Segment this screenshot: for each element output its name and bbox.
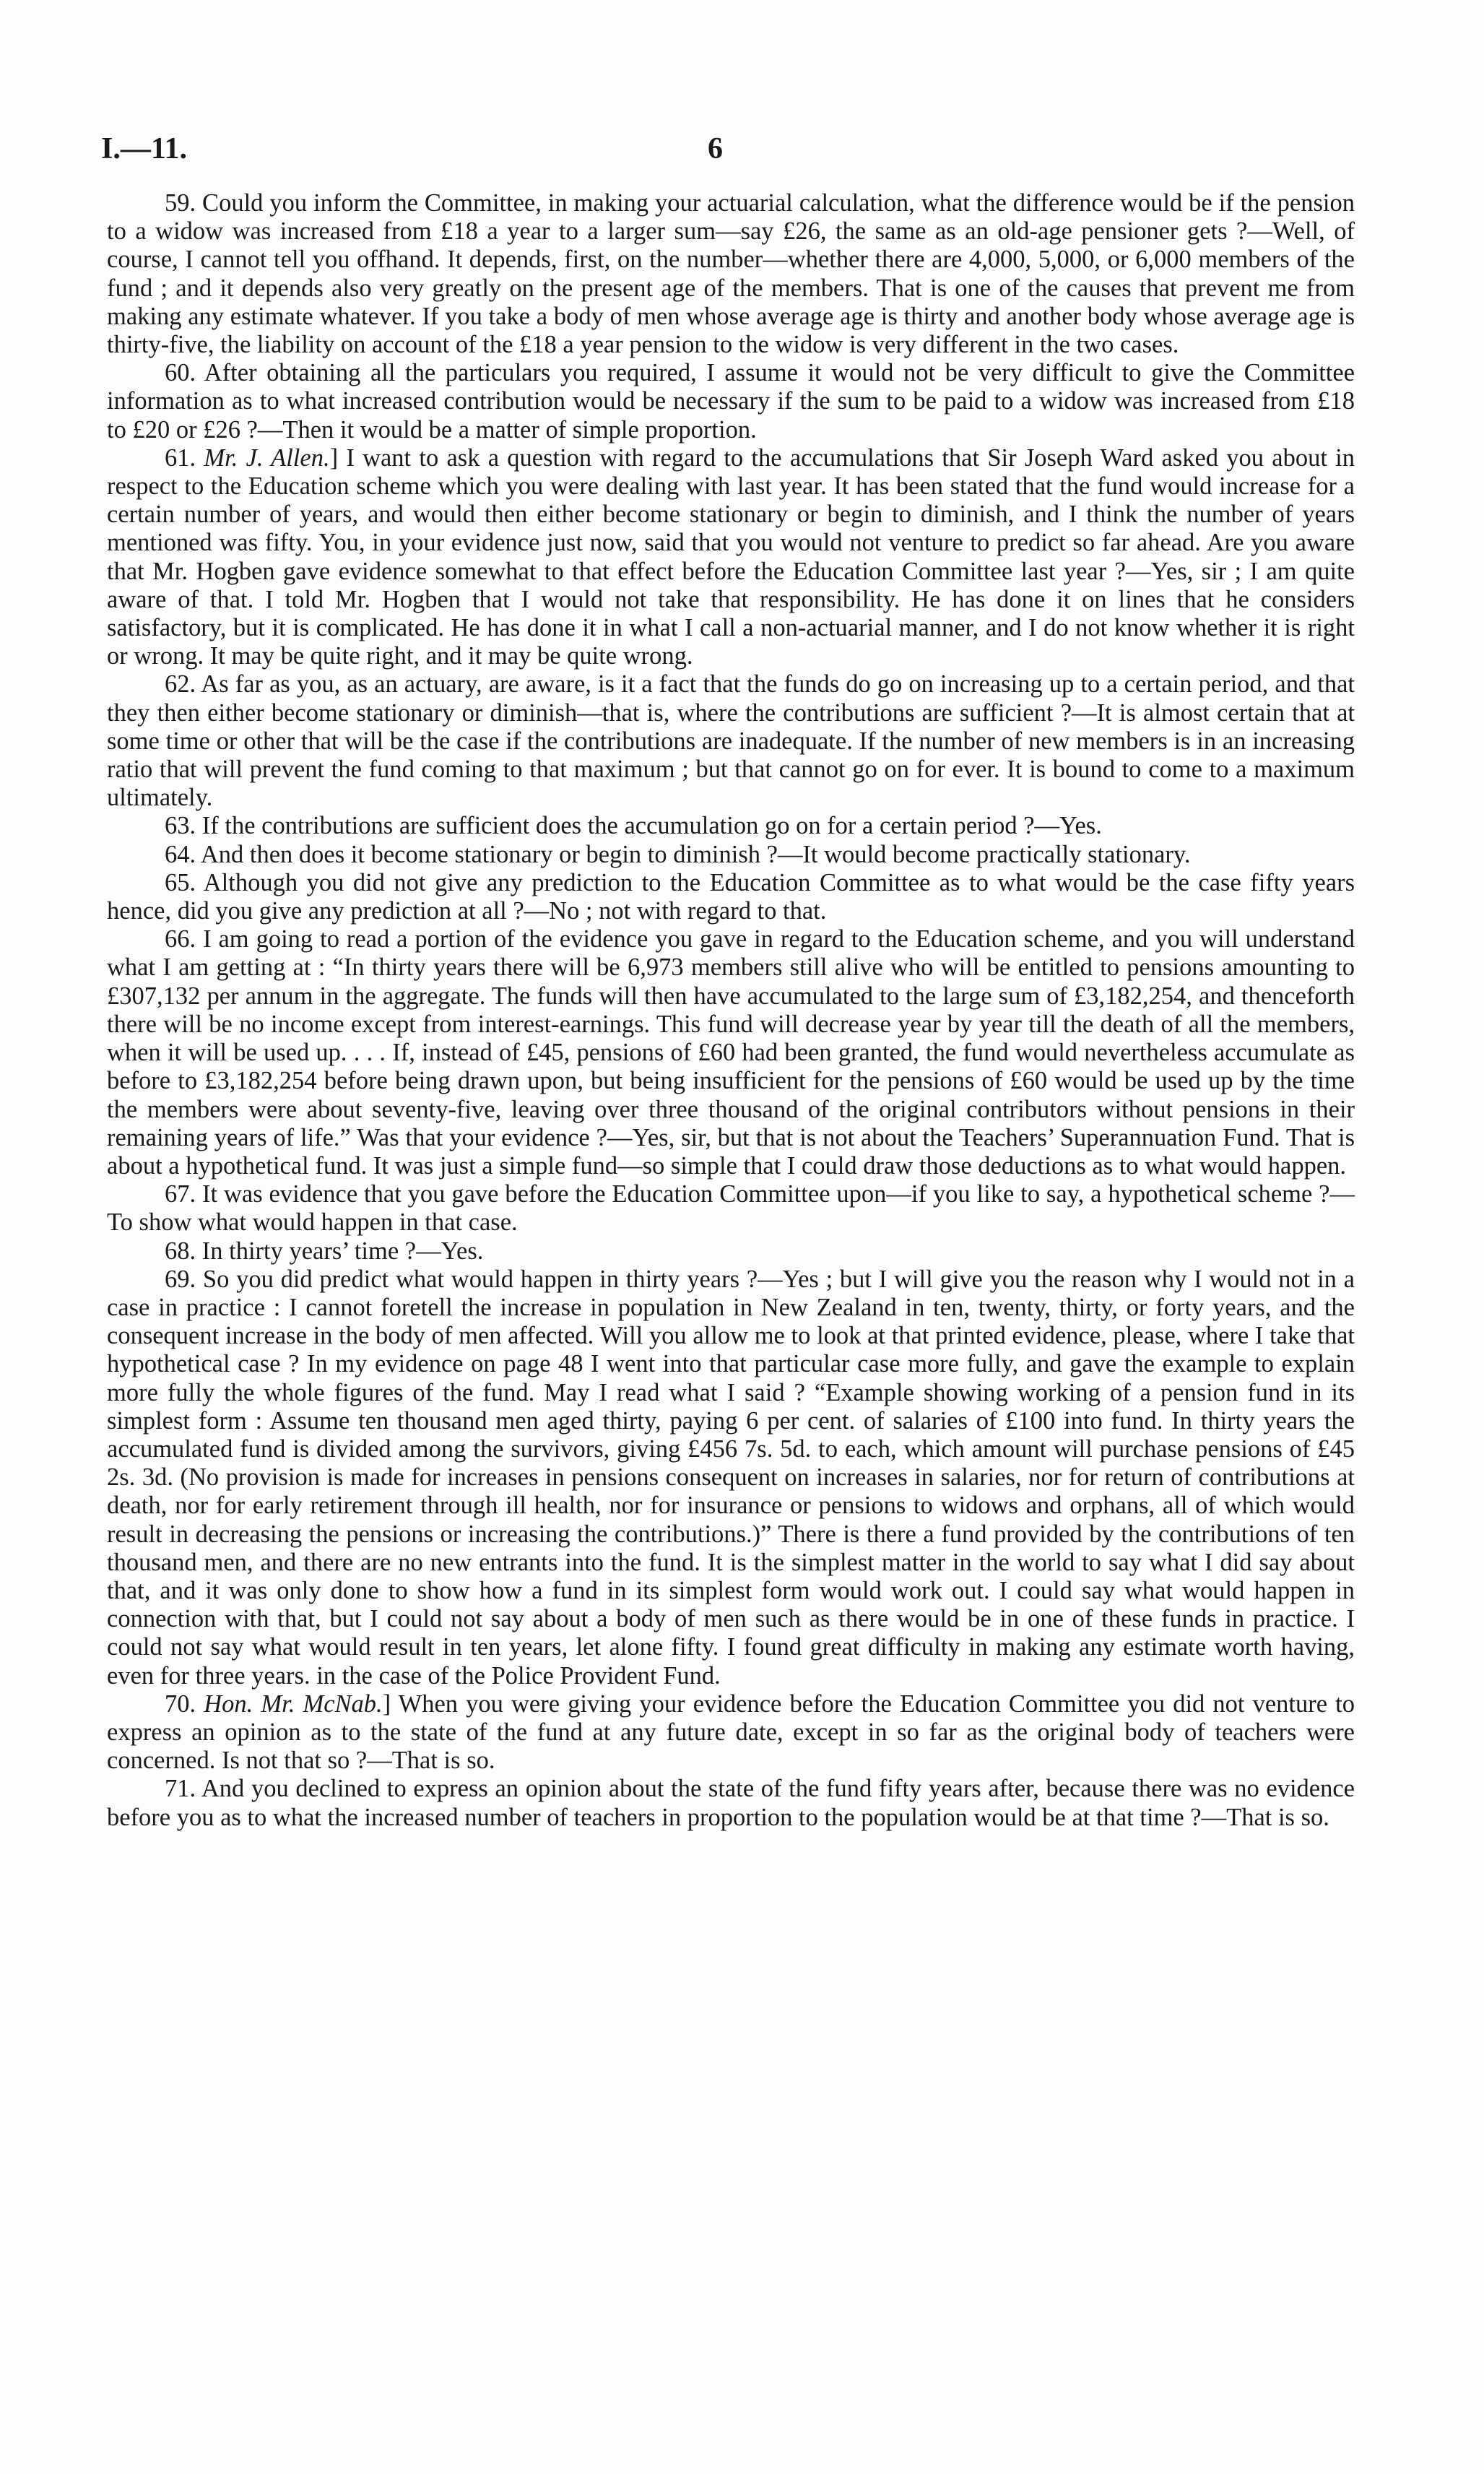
page-header xyxy=(101,131,1394,175)
paragraph-59: 59. Could you inform the Committee, in making your actuarial calculation, what the difference would be if the pension to a widow was increased from £18 a year to a larger sum—say £26, the same as an old-age pensioner gets ?—Well, of course, I cannot tell you offhand. It depends, first, on the number—whether there are 4,000, 5,000, or 6,000 members of the fund ; and it depends also very greatly on the present age of the members. That is one of the causes that prevent me from making any estimate whatever. If you take a body of men whose average age is thirty and another body whose average age is thirty-five, the liability on account of the £18 a year pension to the widow is very different in the two cases. xyxy=(107,189,1355,359)
paragraph-text: ] I want to ask a question with regard to the accumulations that Sir Joseph Ward asked you about in respect to the Education scheme which you were dealing with last year. It has been stated that the fund would increase for a certain number of years, and would then either become stationary or begin to diminish, and I think the number of years mentioned was fifty. You, in your evidence just now, said that you would not venture to predict so far ahead. Are you aware that Mr. Hogben gave evidence somewhat to that effect before the Education Committee last year ?—Yes, sir ; I am quite aware of that. I told Mr. Hogben that I would not take that responsibility. He has done it on lines that he considers satisfactory, but it is complicated. He has done it in what I call a non-actuarial manner, and I do not know whether it is right or wrong. It may be quite right, and it may be quite wrong. xyxy=(107,444,1355,670)
paragraph-71: 71. And you declined to express an opinion about the state of the fund fifty years after, because there was no evidence before you as to what the increased number of teachers in proportion to the population would be at that time ?—That is so. xyxy=(107,1775,1355,1831)
page-number: 6 xyxy=(708,132,723,165)
speaker-name: Hon. Mr. McNab. xyxy=(204,1690,383,1718)
paragraph-60: 60. After obtaining all the particulars you required, I assume it would not be very difficult to give the Committee information as to what increased contribution would be necessary if the sum to be paid to a widow was increased from £18 to £20 or £26 ?—Then it would be a matter of simple proportion. xyxy=(107,359,1355,444)
document-body xyxy=(107,189,1355,1832)
paragraph-61 xyxy=(107,444,1355,671)
speaker-name: Mr. J. Allen. xyxy=(204,444,330,472)
paragraph-69: 69. So you did predict what would happen in thirty years ?—Yes ; but I will give you the reason why I would not in a case in practice : I cannot foretell the increase in population in New Zealand in ten, twenty, thirty, or forty years, and the consequent increase in the body of men affected. Will you allow me to look at that printed evidence, please, where I take that hypothetical case ? In my evidence on page 48 I went into that particular case more fully, and gave the example to explain more fully the whole figures of the fund. May I read what I said ? “Example showing working of a pension fund in its simplest form : Assume ten thousand men aged thirty, paying 6 per cent. of salaries of £100 into fund. In thirty years the accumulated fund is divided among the survivors, giving £456 7s. 5d. to each, which amount will purchase pensions of £45 2s. 3d. (No provision is made for increases in pensions consequent on increases in salaries, nor for return of contributions at death, nor for early retirement through ill health, nor for insurance or pensions to widows and orphans, all of which would result in decreasing the pensions or increasing the contributions.)” There is there a fund provided by the contributions of ten thousand men, and there are no new entrants into the fund. It is the simplest matter in the world to say what I did say about that, and it was only done to show how a fund in its simplest form would work out. I could say what would happen in connection with that, but I could not say about a body of men such as there would be in one of these funds in practice. I could not say what would result in ten years, let alone fifty. I found great difficulty in making any estimate worth having, even for three years. in the case of the Police Provident Fund. xyxy=(107,1265,1355,1690)
paragraph-68: 68. In thirty years’ time ?—Yes. xyxy=(165,1237,484,1265)
paragraph-67: 67. It was evidence that you gave before the Education Committee upon—if you like to say, a hypothetical scheme ?—To show what would happen in that case. xyxy=(107,1180,1355,1237)
paragraph-64: 64. And then does it become stationary or begin to diminish ?—It would become practically stationary. xyxy=(165,840,1191,868)
question-number: 61. xyxy=(165,444,196,472)
question-number: 70. xyxy=(165,1690,196,1718)
paragraph-text: ] When you were giving your evidence before the Education Committee you did not venture to express an opinion as to the state of the fund at any future date, except in so far as the original body of teachers were concerned. Is not that so ?—That is so. xyxy=(107,1690,1355,1775)
paragraph-66: 66. I am going to read a portion of the evidence you gave in regard to the Education scheme, and you will understand what I am getting at : “In thirty years there will be 6,973 members still alive who will be entitled to pensions amounting to £307,132 per annum in the aggregate. The funds will then have accumulated to the large sum of £3,182,254, and thenceforth there will be no income except from interest-earnings. This fund will decrease year by year till the death of all the members, when it will be used up. . . . If, instead of £45, pensions of £60 had been granted, the fund would nevertheless accumulate as before to £3,182,254 before being drawn upon, but being insufficient for the pensions of £60 would be used up by the time the members were about seventy-five, leaving over three thousand of the original contributors without pensions in their remaining years of life.” Was that your evidence ?—Yes, sir, but that is not about the Teachers’ Superannuation Fund. That is about a hypothetical fund. It was just a simple fund—so simple that I could draw those deductions as to what would happen. xyxy=(107,925,1355,1180)
paragraph-62: 62. As far as you, as an actuary, are aware, is it a fact that the funds do go on increasing up to a certain period, and that they then either become stationary or diminish—that is, where the contributions are sufficient ?—It is almost certain that at some time or other that will be the case if the contributions are inadequate. If the number of new members is in an increasing ratio that will prevent the fund coming to that maximum ; but that cannot go on for ever. It is bound to come to a maximum ultimately. xyxy=(107,670,1355,812)
paragraph-65: 65. Although you did not give any prediction to the Education Committee as to what would be the case fifty years hence, did you give any prediction at all ?—No ; not with regard to that. xyxy=(107,868,1355,925)
paragraph-70 xyxy=(107,1690,1355,1776)
paragraph-63: 63. If the contributions are sufficient does the accumulation go on for a certain period ?—Yes. xyxy=(165,812,1102,840)
document-reference: I.—11. xyxy=(101,132,188,165)
